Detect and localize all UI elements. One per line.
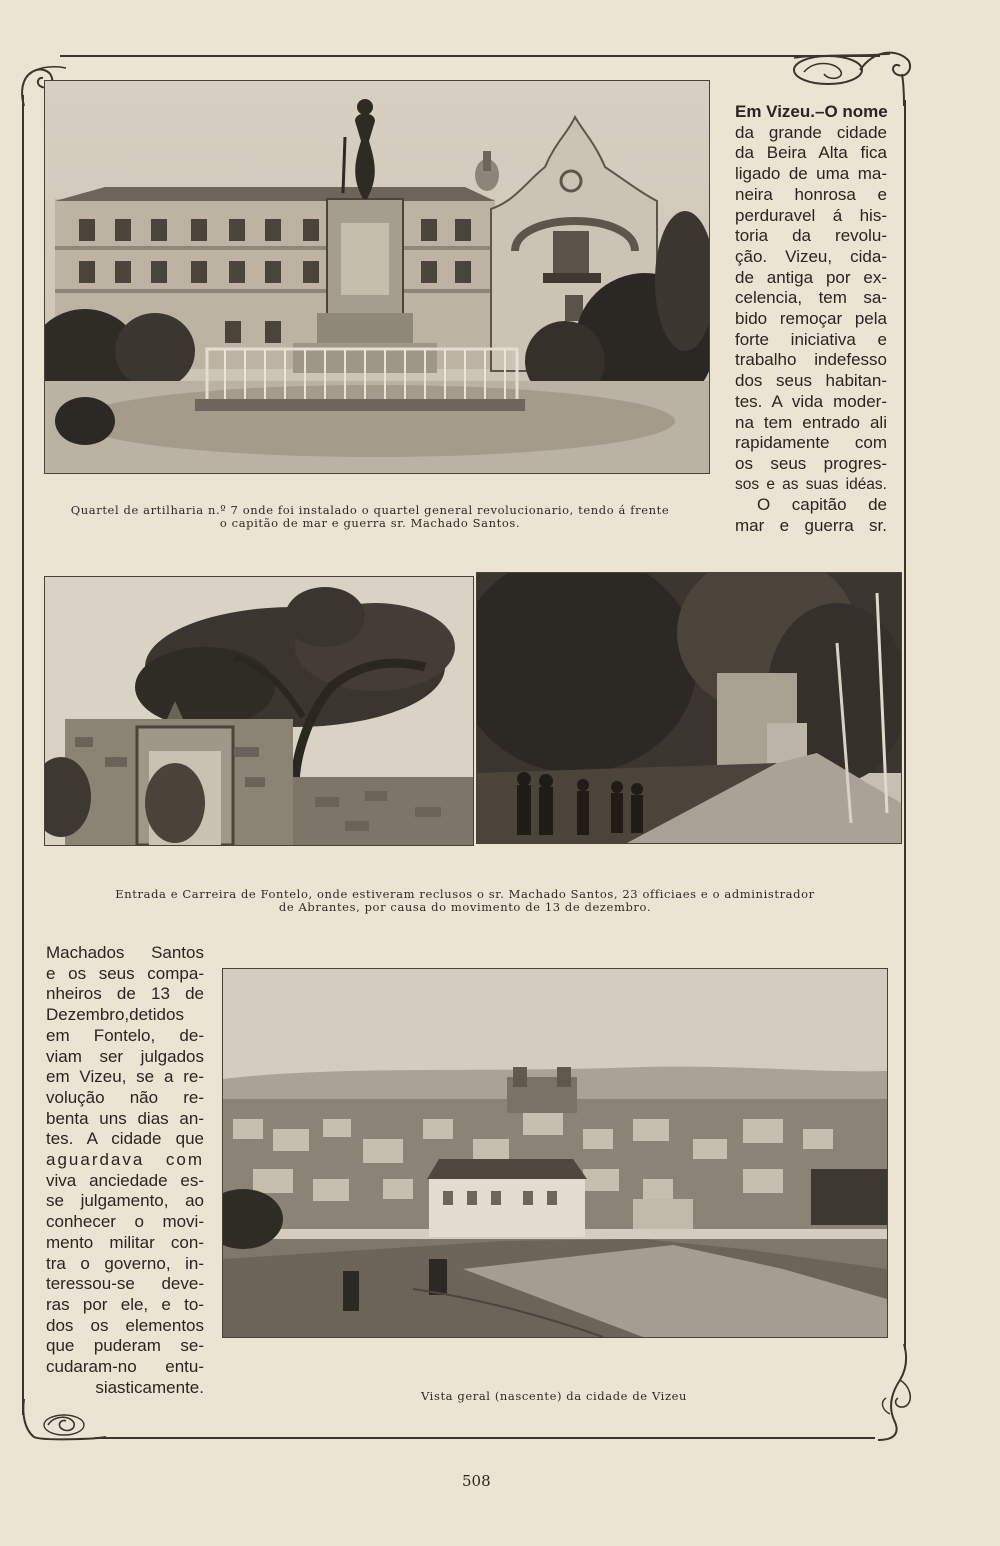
text-line: nheiros de 13 de — [46, 984, 204, 1004]
text-line: ção. Vizeu, cida- — [735, 246, 887, 266]
text-line: ras por ele, e to- — [46, 1294, 204, 1314]
text-line: em Fontelo, de- — [46, 1025, 204, 1045]
corner-ornament-bottom-left — [18, 1395, 108, 1445]
text-line: bido remoçar pela — [735, 309, 887, 329]
caption-photo-1 — [30, 504, 710, 530]
text-line: aguardava com — [46, 1150, 204, 1170]
text-line: da grande cidade — [735, 122, 887, 142]
text-line: dos seus habitan- — [735, 371, 887, 391]
corner-ornament-top-right — [790, 40, 915, 108]
photo-vizeu-city-view — [222, 968, 888, 1338]
page-number: 508 — [462, 1472, 491, 1490]
text-line: na tem entrado ali — [735, 412, 887, 432]
text-line: cudaram-no entu- — [46, 1357, 204, 1377]
text-line: trabalho indefesso — [735, 350, 887, 370]
text-line: que puderam se- — [46, 1336, 204, 1356]
text-line: rapidamente com — [735, 433, 887, 453]
text-line: viam ser julgados — [46, 1046, 204, 1066]
text-line: mar e guerra sr. — [735, 516, 887, 536]
caption-photos-2-3-line-2: de Abrantes, por causa do movimento de 13 de dezembro. — [278, 900, 652, 914]
text-line: tes. A vida moder- — [735, 391, 887, 411]
photo-fontelo-gate — [44, 576, 474, 846]
text-column-left — [46, 943, 204, 1398]
frame-right-rule — [904, 100, 906, 1350]
text-line: benta uns dias an- — [46, 1108, 204, 1128]
caption-photo-4-text: Vista geral (nascente) da cidade de Vizeu — [420, 1389, 688, 1403]
text-line: neira honrosa e — [735, 184, 887, 204]
text-line: mento militar con- — [46, 1232, 204, 1252]
text-line: da Beira Alta fica — [735, 143, 887, 163]
text-line: Em Vizeu.–O nome — [735, 102, 888, 121]
text-line: viva anciedade es- — [46, 1170, 204, 1190]
text-line: volução não re- — [46, 1087, 204, 1107]
text-line: de antiga por ex- — [735, 267, 887, 287]
text-line: siasticamente. — [95, 1377, 204, 1397]
caption-photos-2-3 — [60, 888, 870, 914]
text-column-right — [735, 102, 887, 537]
text-line: em Vizeu, se a re- — [46, 1067, 204, 1087]
text-line: forte iniciativa e — [735, 329, 887, 349]
text-line: toria da revolu- — [735, 226, 887, 246]
text-line: os seus progres- — [735, 453, 887, 473]
text-line: conhecer o movi- — [46, 1212, 204, 1232]
photo-fontelo-avenue — [476, 572, 902, 844]
caption-photo-1-line-1: Quartel de artilharia n.º 7 onde foi instalado o quartel general revolucionario, tendo á frente — [70, 503, 670, 517]
text-line: ligado de uma ma- — [735, 164, 887, 184]
frame-left-rule — [22, 95, 24, 1415]
caption-photos-2-3-line-1: Entrada e Carreira de Fontelo, onde estiveram reclusos o sr. Machado Santos, 23 officiaes e o administrador — [115, 887, 815, 901]
caption-photo-4 — [222, 1390, 886, 1403]
text-line: teressou-se deve- — [46, 1274, 204, 1294]
frame-top-rule — [60, 55, 880, 57]
text-line: celencia, tem sa- — [735, 288, 887, 308]
caption-photo-1-line-2: o capitão de mar e guerra sr. Machado Santos. — [219, 516, 521, 530]
text-line: sos e as suas idéas. — [735, 475, 887, 493]
text-line: se julgamento, ao — [46, 1191, 204, 1211]
text-line: e os seus compa- — [46, 963, 204, 983]
frame-bottom-rule — [95, 1437, 875, 1439]
text-line: perduravel á his- — [735, 205, 887, 225]
text-line: O capitão de — [757, 495, 887, 515]
photo-artillery-barracks — [44, 80, 710, 474]
text-line: Dezembro,detidos — [46, 1005, 184, 1025]
text-line: tes. A cidade que — [46, 1129, 204, 1149]
text-line: Machados Santos — [46, 943, 204, 962]
text-line: tra o governo, in- — [46, 1253, 204, 1273]
text-line: dos os elementos — [46, 1315, 204, 1335]
